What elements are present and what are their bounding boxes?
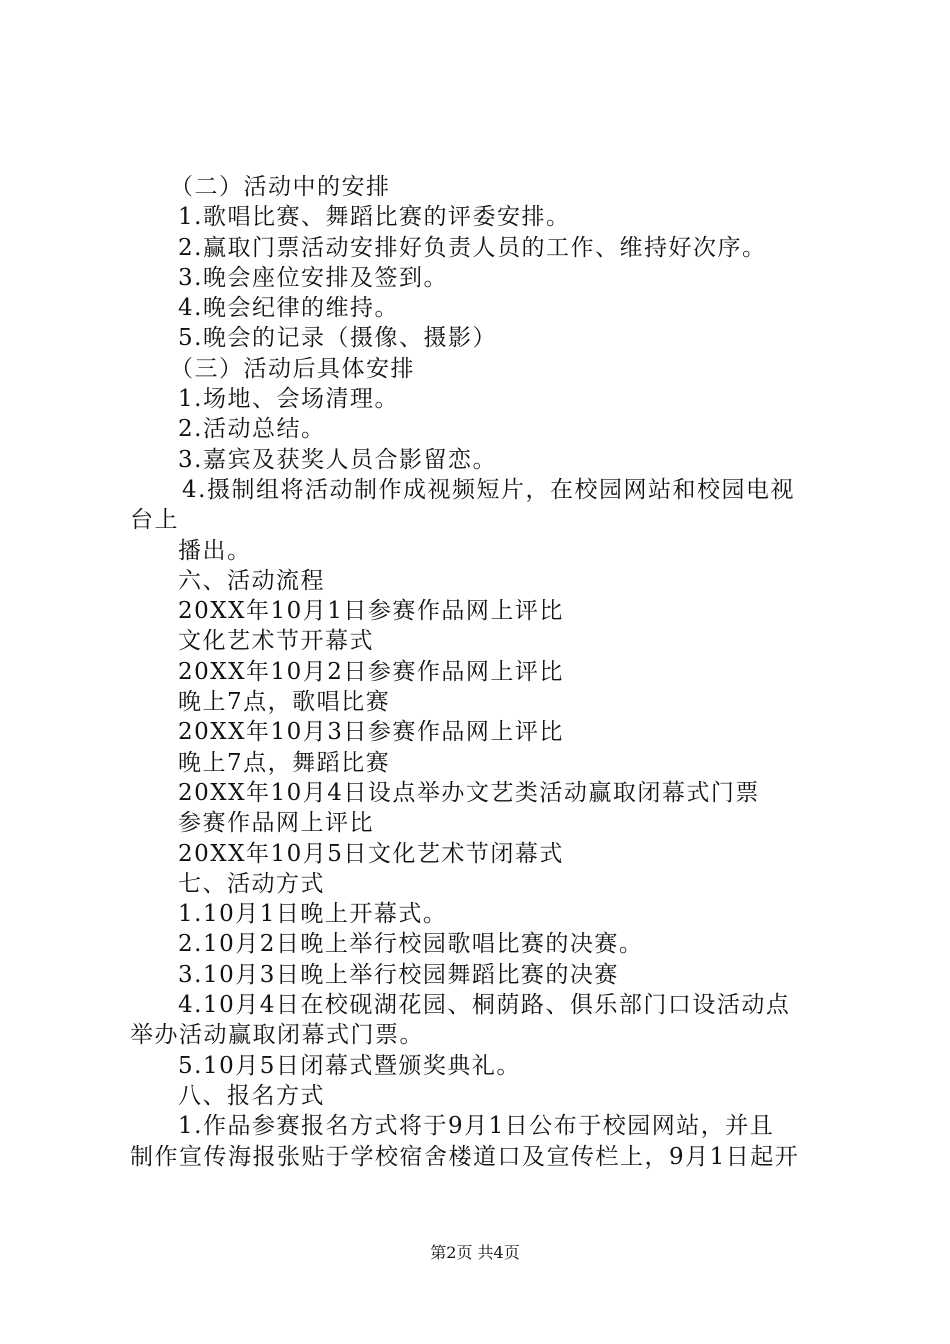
text-line: 4.摄制组将活动制作成视频短片，在校园网站和校园电视 [182,476,795,503]
document-body [130,172,830,1172]
text-line: 制作宣传海报张贴于学校宿舍楼道口及宣传栏上，9月1日起开 [130,1143,800,1170]
text-line: 20XX年10月4日设点举办文艺类活动赢取闭幕式门票 [178,779,760,806]
text-line: 晚上7点，歌唱比赛 [178,689,391,716]
section-heading: 六、活动流程 [178,567,325,594]
text-line: 参赛作品网上评比 [178,810,374,837]
text-line: 3.嘉宾及获奖人员合影留恋。 [178,446,497,473]
section-heading: 八、报名方式 [178,1082,325,1109]
text-line: 20XX年10月1日参赛作品网上评比 [178,598,564,625]
text-line: 2.10月2日晚上举行校园歌唱比赛的决赛。 [178,931,644,958]
text-line: 台上 [130,507,179,534]
text-line: 3.晚会座位安排及签到。 [178,264,448,291]
text-line: 文化艺术节开幕式 [178,628,374,655]
text-line: 5.晚会的记录（摄像、摄影） [178,325,497,352]
page-number-footer: 第2页 共4页 [430,1243,520,1262]
text-line: 5.10月5日闭幕式暨颁奖典礼。 [178,1052,521,1079]
text-line: 4.10月4日在校砚湖花园、桐荫路、俱乐部门口设活动点 [178,992,791,1019]
text-line: 晚上7点，舞蹈比赛 [178,749,391,776]
text-line: 1.作品参赛报名方式将于9月1日公布于校园网站，并且 [178,1113,775,1140]
text-line: 20XX年10月5日文化艺术节闭幕式 [178,840,564,867]
text-line: 2.赢取门票活动安排好负责人员的工作、维持好次序。 [178,234,767,261]
text-line: 播出。 [178,537,252,564]
text-line: 举办活动赢取闭幕式门票。 [130,1022,424,1049]
text-line: 3.10月3日晚上举行校园舞蹈比赛的决赛 [178,961,619,988]
text-line: 4.晚会纪律的维持。 [178,295,399,322]
text-line: 1.歌唱比赛、舞蹈比赛的评委安排。 [178,204,571,231]
text-line: 1.10月1日晚上开幕式。 [178,901,448,928]
section-heading: （二）活动中的安排 [170,174,391,200]
section-heading: （三）活动后具体安排 [170,355,415,382]
text-line: 20XX年10月2日参赛作品网上评比 [178,658,564,685]
text-line: 1.场地、会场清理。 [178,386,399,413]
section-heading: 七、活动方式 [178,870,325,897]
text-line: 2.活动总结。 [178,416,326,443]
text-line: 20XX年10月3日参赛作品网上评比 [178,719,564,746]
